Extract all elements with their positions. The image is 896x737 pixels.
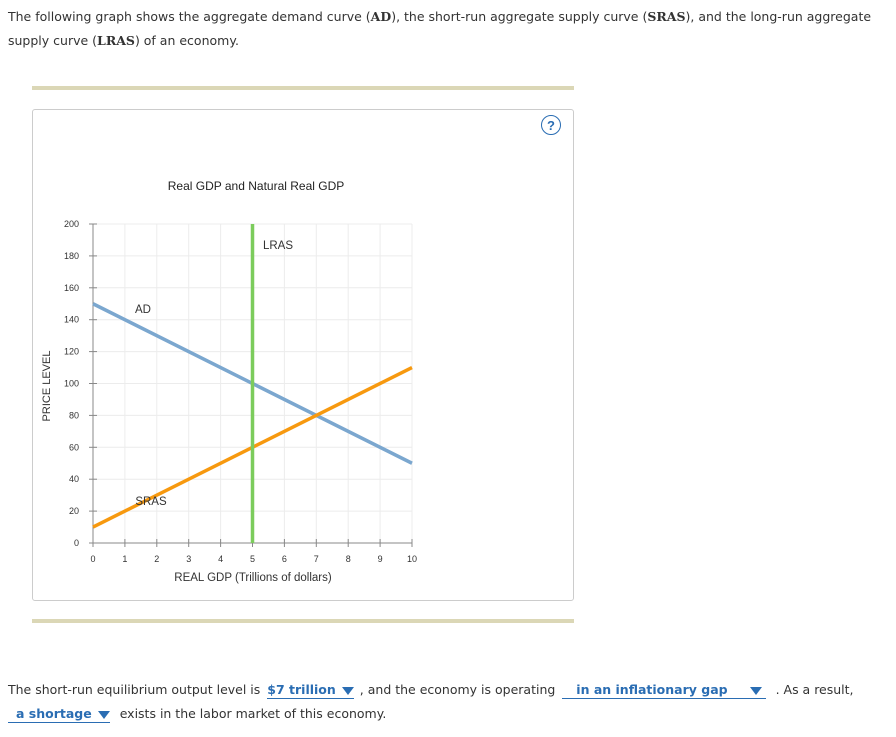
series-label-lras: LRAS [262,240,294,252]
ad-abbrev: AD [370,9,392,24]
chevron-down-icon [98,711,110,719]
x-tick-label: 3 [186,554,192,564]
y-tick-label: 40 [68,474,79,485]
intro-text: The following graph shows the aggregate demand curve (AD), the short-run aggregate supply curve (SRAS), and the long-run aggregate supply curve (LRAS) of an economy. [8,9,872,48]
x-tick-label: 8 [345,554,351,564]
top-divider [32,86,574,90]
x-tick-label: 2 [154,554,160,564]
y-tick-label: 0 [73,538,79,548]
output-level-dropdown[interactable]: $7 trillion [267,682,354,699]
graph-panel [32,109,574,601]
x-tick-label: 0 [90,554,96,564]
gap-dropdown[interactable]: in an inflationary gap [562,682,765,699]
y-tick-label: 60 [68,442,79,453]
x-tick-label: 7 [313,554,319,564]
x-tick-label: 10 [406,554,418,564]
y-tick-label: 180 [63,250,79,261]
question-line-2: a shortage exists in the labor market of this economy. [8,706,386,723]
y-tick-label: 160 [63,282,79,293]
series-label-ad: AD [135,304,151,316]
x-tick-label: 1 [122,554,128,564]
x-axis-title: REAL GDP (Trillions of dollars) [174,572,332,584]
chart-title: Real GDP and Natural Real GDP [167,179,345,193]
labor-market-dropdown[interactable]: a shortage [8,706,110,723]
bottom-divider [32,619,574,623]
x-tick-label: 6 [281,554,287,564]
chevron-down-icon [750,687,762,695]
y-axis-title: PRICE LEVEL [41,350,53,422]
y-tick-label: 140 [63,314,79,325]
y-tick-label: 20 [68,506,79,517]
sras-abbrev: SRAS [647,9,686,24]
question-line-1: The short-run equilibrium output level is $7 trillion , and the economy is operating in an inflationary gap . As a result, [8,682,854,697]
x-tick-label: 4 [218,554,224,564]
series-label-sras: SRAS [135,496,167,508]
chevron-down-icon [342,687,354,695]
y-tick-label: 100 [63,378,79,389]
lras-abbrev: LRAS [97,33,135,48]
x-tick-label: 9 [377,554,383,564]
y-tick-label: 200 [63,219,79,229]
y-tick-label: 120 [63,346,79,357]
help-icon[interactable]: ? [541,115,561,135]
x-tick-label: 5 [249,554,256,564]
y-tick-label: 80 [68,410,79,421]
